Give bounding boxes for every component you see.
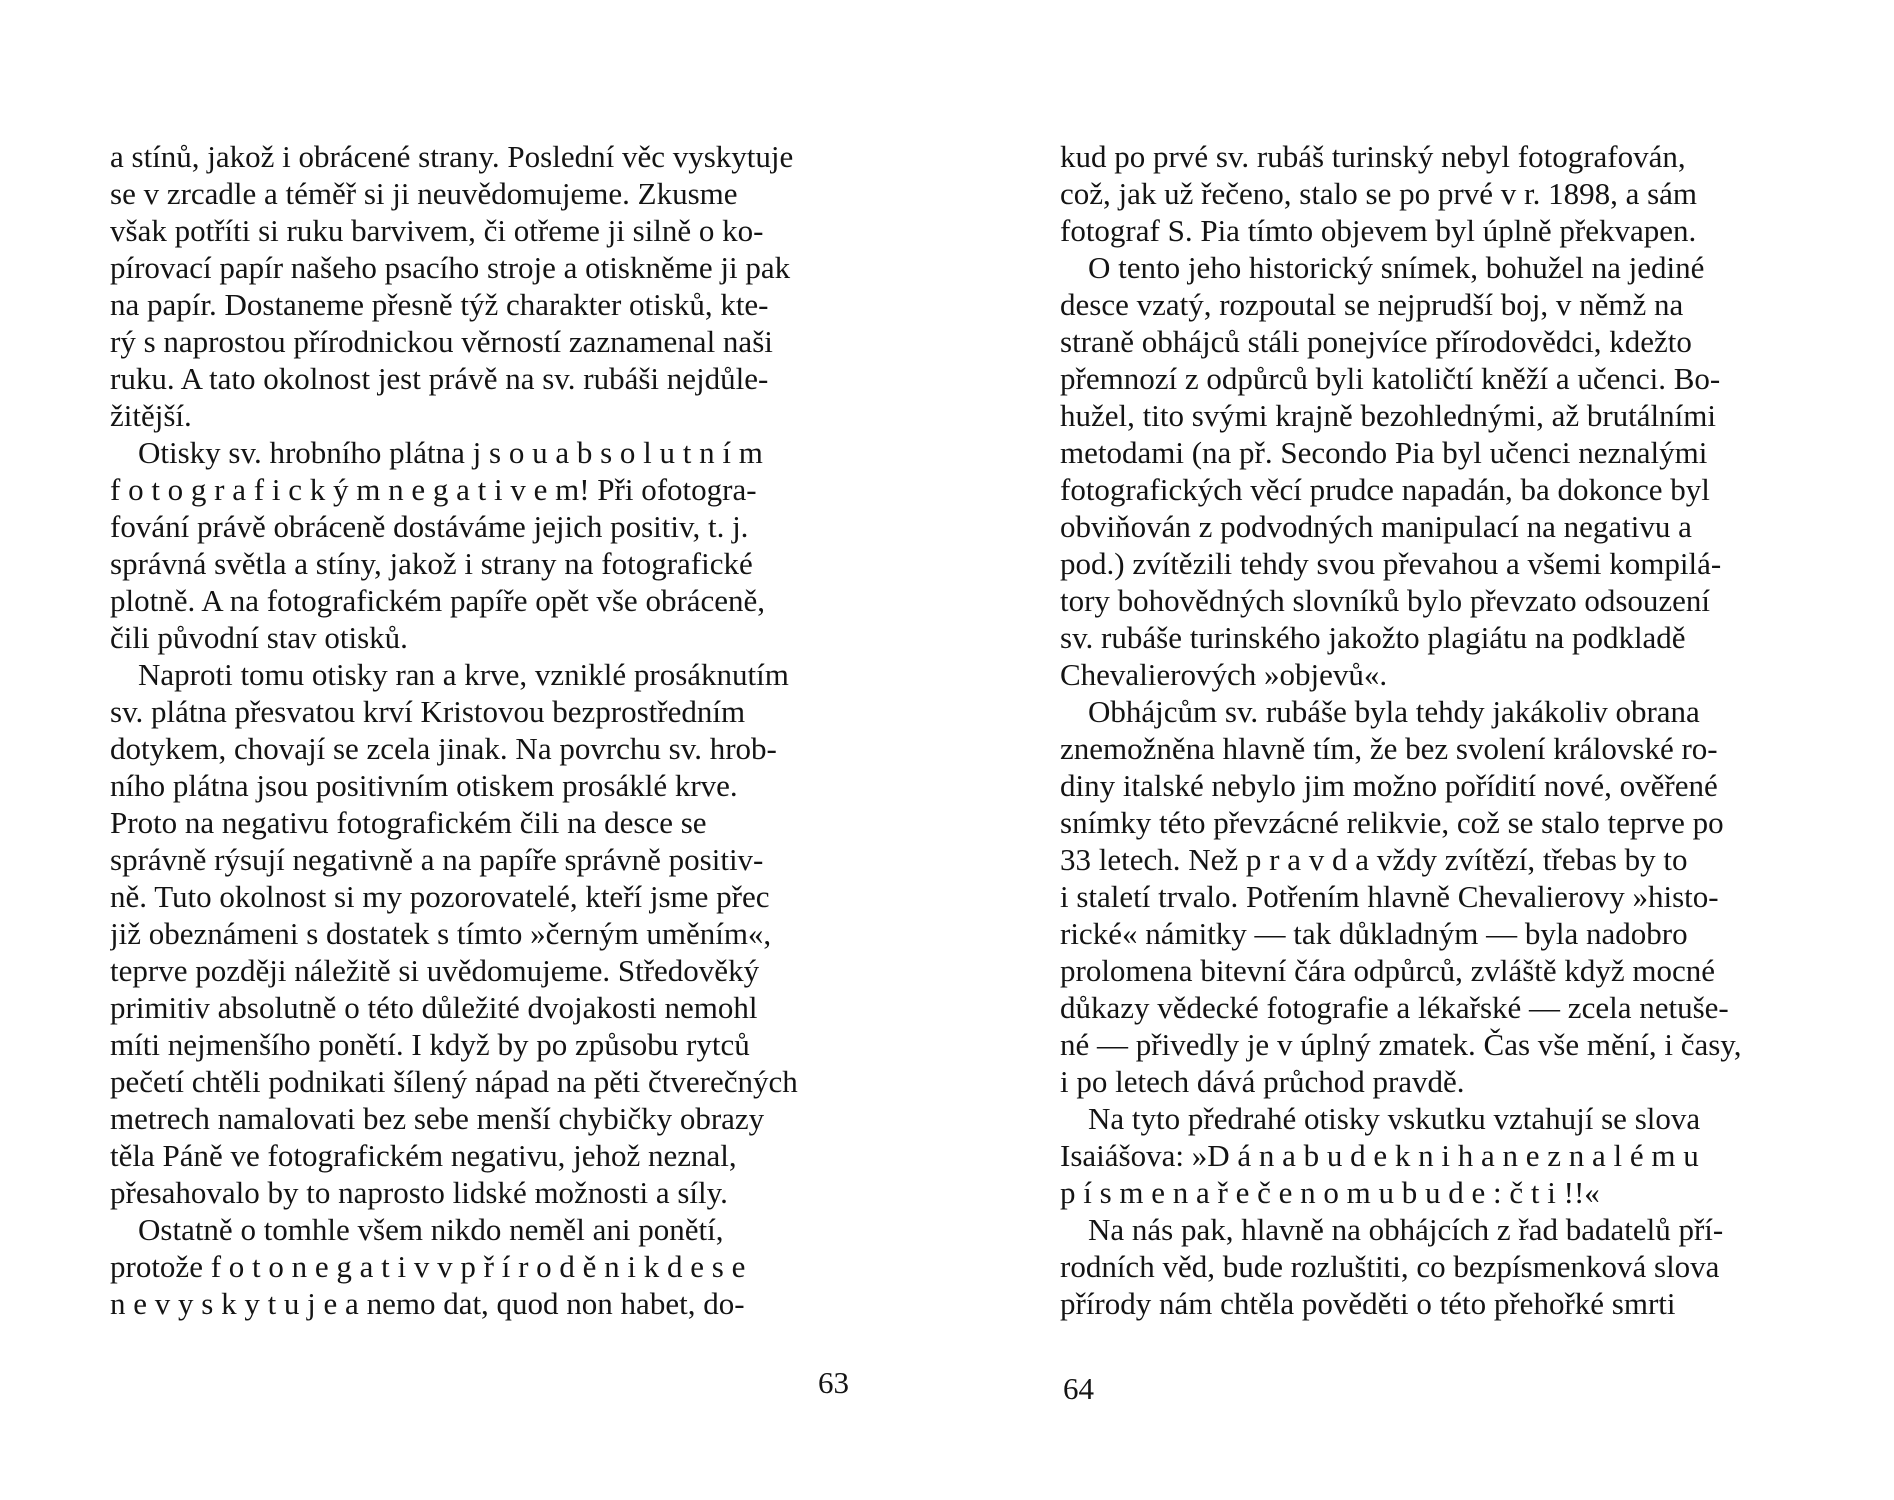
text-line: primitiv absolutně o této důležité dvojakosti nemohl: [110, 990, 758, 1025]
text-line: snímky této převzácné relikvie, což se stalo teprve po: [1060, 805, 1724, 840]
text-line: rodních věd, bude rozluštiti, co bezpísmenková slova: [1060, 1249, 1720, 1284]
text-line: fotograf S. Pia tímto objevem byl úplně překvapen.: [1060, 213, 1697, 248]
text-line: těla Páně ve fotografickém negativu, jehož neznal,: [110, 1138, 737, 1173]
text-line: pírovací papír našeho psacího stroje a otiskněme ji pak: [110, 250, 791, 285]
text-line: Otisky sv. hrobního plátna j s o u a b s o l u t n í m: [138, 435, 763, 470]
text-line: obviňován z podvodných manipulací na negativu a: [1060, 509, 1692, 544]
text-line: již obeznámeni s dostatek s tímto »černým uměním«,: [110, 916, 772, 951]
text-line: ruku. A tato okolnost jest právě na sv. rubáši nejdůle-: [110, 361, 769, 396]
text-line: přemnozí z odpůrců byli katoličtí kněží a učenci. Bo-: [1060, 361, 1721, 396]
text-line: což, jak už řečeno, stalo se po prvé v r. 1898, a sám: [1060, 176, 1698, 211]
text-line: Naproti tomu otisky ran a krve, vzniklé prosáknutím: [138, 657, 789, 692]
text-line: metrech namalovati bez sebe menší chybičky obrazy: [110, 1101, 765, 1136]
text-line: p í s m e n a ř e č e n o m u b u d e : č t i !!«: [1060, 1175, 1600, 1210]
left-page-text: [110, 138, 845, 1322]
text-line: Isaiášova: »D á n a b u d e k n i h a n e z n a l é m u: [1060, 1138, 1699, 1173]
text-line: důkazy vědecké fotografie a lékařské — zcela netuše-: [1060, 990, 1729, 1025]
text-line: pečetí chtěli podnikati šílený nápad na pěti čtverečných: [110, 1064, 798, 1099]
text-line: ního plátna jsou positivním otiskem prosáklé krve.: [110, 768, 738, 803]
text-line: O tento jeho historický snímek, bohužel na jediné: [1088, 250, 1705, 285]
left-page-number: 63: [818, 1365, 849, 1400]
text-line: prolomena bitevní čára odpůrců, zvláště když mocné: [1060, 953, 1716, 988]
text-line: správná světla a stíny, jakož i strany na fotografické: [110, 546, 753, 581]
text-line: na papír. Dostaneme přesně týž charakter otisků, kte-: [110, 287, 769, 322]
text-line: Proto na negativu fotografickém čili na desce se: [110, 805, 707, 840]
text-line: fování právě obráceně dostáváme jejich positiv, t. j.: [110, 509, 749, 544]
text-line: žitější.: [110, 398, 192, 433]
text-line: fotografických věcí prudce napadán, ba dokonce byl: [1060, 472, 1710, 507]
right-page-number: 64: [1063, 1371, 1094, 1406]
text-line: straně obhájců stáli ponejvíce přírodovědci, kdežto: [1060, 324, 1692, 359]
text-line: hužel, tito svými krajně bezohlednými, až brutálními: [1060, 398, 1716, 433]
text-line: míti nejmenšího ponětí. I když by po způsobu rytců: [110, 1027, 750, 1062]
text-line: ně. Tuto okolnost si my pozorovatelé, kteří jsme přec: [110, 879, 770, 914]
text-line: dotykem, chovají se zcela jinak. Na povrchu sv. hrob-: [110, 731, 777, 766]
text-line: metodami (na př. Secondo Pia byl učenci neznalými: [1060, 435, 1708, 470]
right-page-text: [1060, 138, 1795, 1322]
text-line: přírody nám chtěla pověděti o této přehořké smrti: [1060, 1286, 1676, 1321]
text-line: rý s naprostou přírodnickou věrností zaznamenal naši: [110, 324, 773, 359]
text-line: se v zrcadle a téměř si ji neuvědomujeme. Zkusme: [110, 176, 738, 211]
text-line: Obhájcům sv. rubáše byla tehdy jakákoliv obrana: [1088, 694, 1700, 729]
text-line: pod.) zvítězili tehdy svou převahou a všemi kompilá-: [1060, 546, 1722, 581]
text-line: správně rýsují negativně a na papíře správně positiv-: [110, 842, 764, 877]
text-line: né — přivedly je v úplný zmatek. Čas vše mění, i časy,: [1060, 1027, 1742, 1062]
text-line: 33 letech. Než p r a v d a vždy zvítězí, třebas by to: [1060, 842, 1688, 877]
text-line: desce vzatý, rozpoutal se nejprudší boj, v němž na: [1060, 287, 1684, 322]
text-line: diny italské nebylo jim možno pořídití nové, ověřené: [1060, 768, 1718, 803]
text-line: protože f o t o n e g a t i v v p ř í r o d ě n i k d e s e: [110, 1249, 746, 1284]
text-line: Ostatně o tomhle všem nikdo neměl ani ponětí,: [138, 1212, 724, 1247]
text-line: však potříti si ruku barvivem, či otřeme ji silně o ko-: [110, 213, 764, 248]
text-line: a stínů, jakož i obrácené strany. Poslední věc vyskytuje: [110, 139, 794, 174]
text-line: n e v y s k y t u j e a nemo dat, quod non habet, do-: [110, 1286, 745, 1321]
text-line: kud po prvé sv. rubáš turinský nebyl fotografován,: [1060, 139, 1686, 174]
text-line: Na nás pak, hlavně na obhájcích z řad badatelů pří-: [1088, 1212, 1724, 1247]
text-line: teprve později náležitě si uvědomujeme. Středověký: [110, 953, 760, 988]
text-line: rické« námitky — tak důkladným — byla nadobro: [1060, 916, 1688, 951]
text-line: i staletí trvalo. Potřením hlavně Chevalierovy »histo-: [1060, 879, 1719, 914]
text-line: Chevalierových »objevů«.: [1060, 657, 1388, 692]
text-line: sv. rubáše turinského jakožto plagiátu na podkladě: [1060, 620, 1686, 655]
text-line: i po letech dává průchod pravdě.: [1060, 1064, 1465, 1099]
text-line: tory bohovědných slovníků bylo převzato odsouzení: [1060, 583, 1711, 618]
text-line: plotně. A na fotografickém papíře opět vše obráceně,: [110, 583, 766, 618]
text-line: sv. plátna přesvatou krví Kristovou bezprostředním: [110, 694, 746, 729]
text-line: Na tyto předrahé otisky vskutku vztahují se slova: [1088, 1101, 1701, 1136]
text-line: f o t o g r a f i c k ý m n e g a t i v e m! Při ofotogra-: [110, 472, 757, 507]
text-line: čili původní stav otisků.: [110, 620, 408, 655]
text-line: znemožněna hlavně tím, že bez svolení královské ro-: [1060, 731, 1718, 766]
text-line: přesahovalo by to naprosto lidské možnosti a síly.: [110, 1175, 728, 1210]
